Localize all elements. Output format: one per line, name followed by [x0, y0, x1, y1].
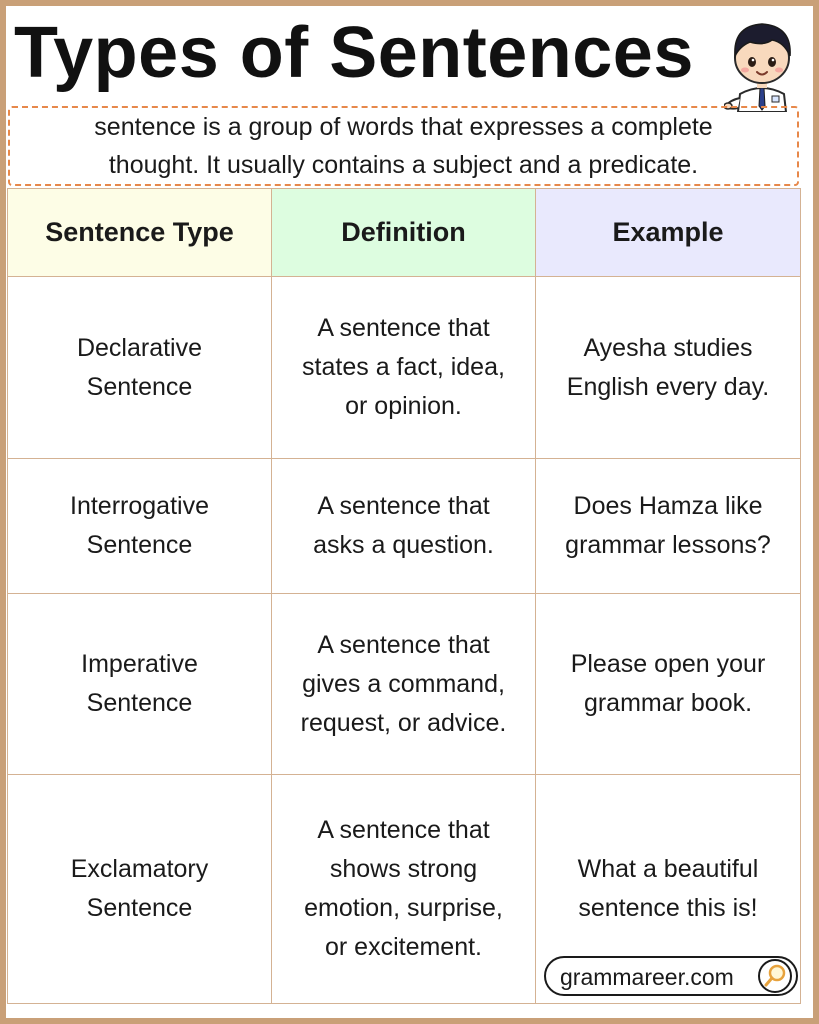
cell-line: or excitement. [324, 933, 482, 961]
header-example: Example [536, 189, 801, 277]
table-row [8, 459, 801, 594]
student-mascot-icon [724, 16, 800, 112]
intro-line-2: thought. It usually contains a subject and a predicate. [108, 151, 699, 179]
cell-line: Ayesha studies [583, 333, 753, 362]
intro-line-1: sentence is a group of words that expresses a complete [94, 113, 713, 141]
sentence-types-table [7, 188, 801, 1004]
cell-line: A sentence that [317, 630, 490, 659]
cell-line: shows strong [329, 855, 478, 883]
cell-line: Imperative [81, 650, 198, 678]
header-sentence-type: Sentence Type [8, 189, 272, 277]
page-title: Types of Sentences [14, 13, 694, 93]
cell-line: Declarative [76, 333, 203, 362]
cell-line: grammar book. [583, 689, 753, 717]
cell-sentence-type [8, 277, 272, 459]
cell-line: Exclamatory [70, 855, 209, 883]
cell-line: Does Hamza like [573, 492, 763, 520]
cell-line: Sentence [86, 531, 193, 559]
cell-example [536, 594, 801, 775]
cell-line: Sentence [86, 372, 193, 401]
table-row [8, 594, 801, 775]
cell-line: grammar lessons? [565, 531, 771, 559]
cell-sentence-type [8, 594, 272, 775]
cell-line: What a beautiful [577, 855, 759, 883]
cell-definition [272, 775, 536, 1004]
cell-line: or opinion. [345, 392, 462, 420]
cell-line: states a fact, idea, [302, 353, 505, 381]
cell-line: gives a command, [302, 669, 505, 698]
table-header-row [8, 189, 801, 277]
intro-definition-box [8, 106, 799, 186]
cell-definition [272, 459, 536, 594]
cell-line: emotion, surprise, [304, 894, 503, 922]
cell-line: sentence this is! [578, 894, 758, 922]
cell-line: Sentence [86, 894, 193, 922]
site-badge[interactable] [544, 956, 798, 996]
cell-line: request, or advice. [300, 708, 507, 737]
table-row [8, 277, 801, 459]
cell-line: A sentence that [317, 492, 490, 520]
cell-definition [272, 594, 536, 775]
magnifier-icon[interactable] [756, 958, 794, 994]
cell-sentence-type [8, 459, 272, 594]
cell-example [536, 277, 801, 459]
site-url[interactable]: grammareer.com [560, 964, 734, 990]
cell-example [536, 459, 801, 594]
cell-line: A sentence that [317, 314, 490, 342]
cell-definition [272, 277, 536, 459]
cell-sentence-type [8, 775, 272, 1004]
header-definition: Definition [272, 189, 536, 277]
cell-line: A sentence that [317, 816, 490, 844]
cell-line: English every day. [566, 372, 770, 401]
cell-line: Please open your [570, 650, 766, 678]
cell-line: Interrogative [70, 492, 209, 520]
cell-line: Sentence [86, 689, 193, 717]
cell-line: asks a question. [313, 531, 494, 559]
